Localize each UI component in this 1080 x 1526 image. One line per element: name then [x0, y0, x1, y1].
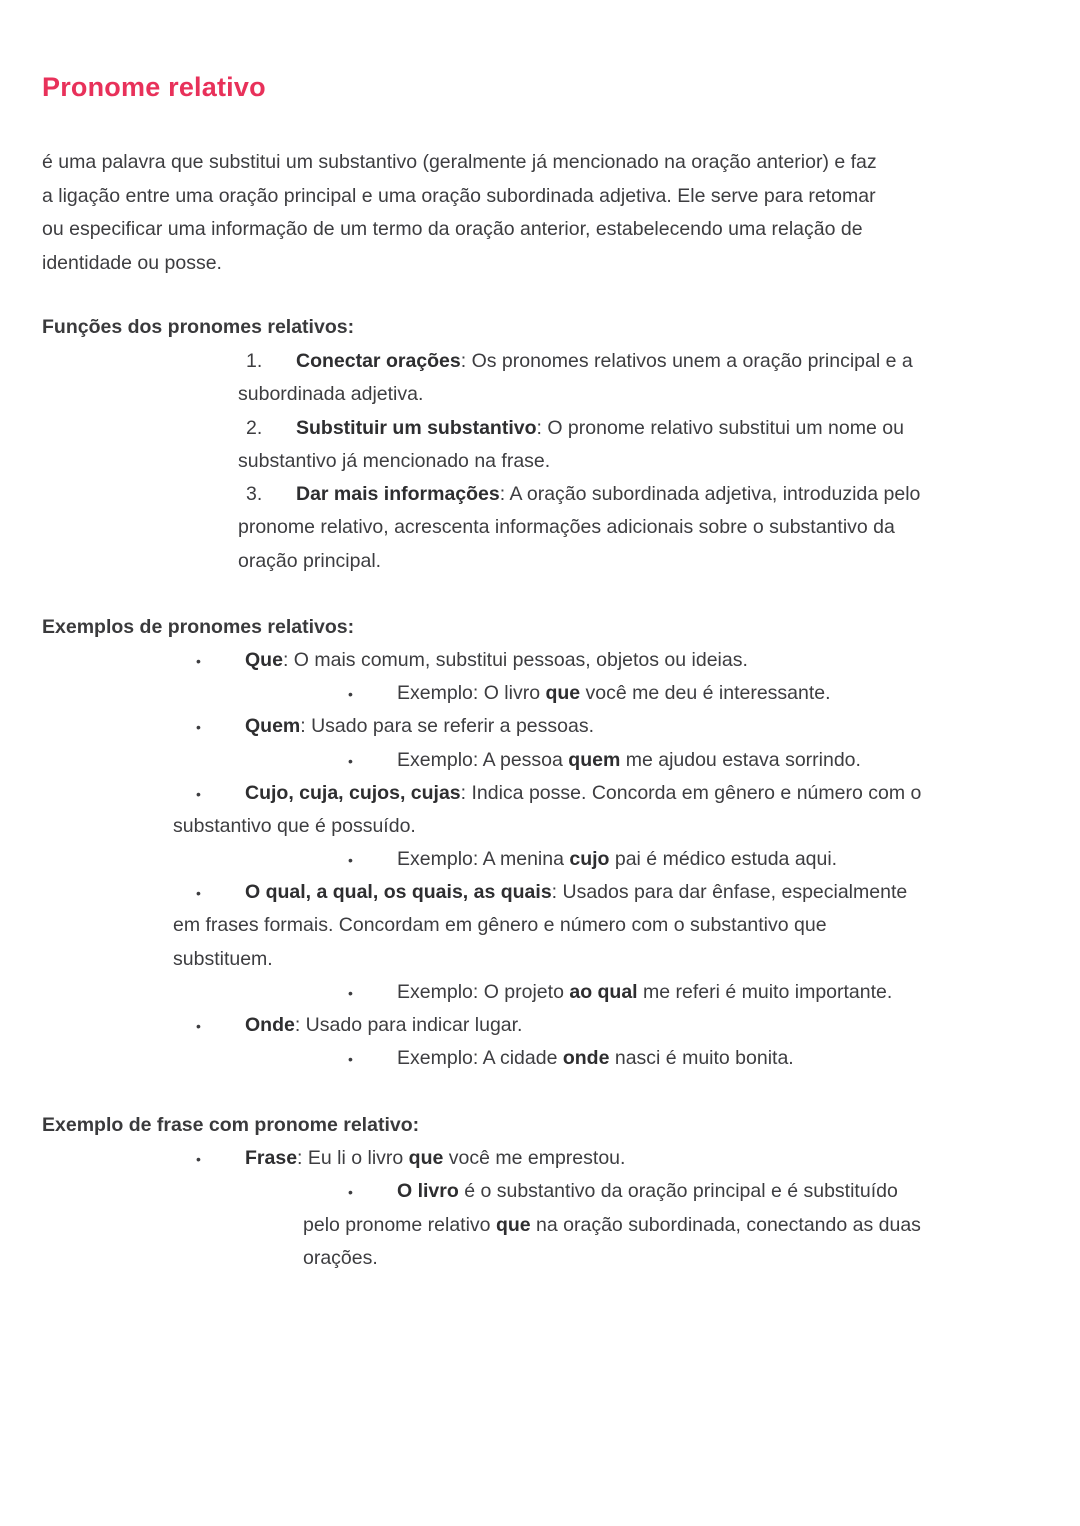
bullet-icon: •	[196, 653, 201, 669]
examples-heading: Exemplos de pronomes relativos:	[42, 616, 355, 638]
sentence-item	[245, 1142, 625, 1176]
function-item-cont: pronome relativo, acrescenta informações adicionais sobre o substantivo da	[238, 516, 895, 538]
example-text: me ajudou estava sorrindo.	[620, 749, 861, 771]
function-item	[296, 478, 920, 512]
bullet-icon: •	[196, 1018, 201, 1034]
pronoun-description: : Usado para se referir a pessoas.	[300, 715, 594, 737]
example-item	[245, 1009, 522, 1043]
example-sentence	[397, 744, 861, 778]
example-sentence	[397, 1042, 794, 1076]
sentence-heading: Exemplo de frase com pronome relativo:	[42, 1114, 420, 1136]
pronoun-term: Quem	[245, 715, 301, 737]
function-item	[296, 345, 913, 379]
example-sentence	[397, 843, 837, 877]
explanation-highlight: O livro	[397, 1180, 459, 1202]
example-text: Exemplo: O projeto	[397, 981, 570, 1003]
example-text: você me deu é interessante.	[580, 682, 831, 704]
bullet-icon: •	[348, 1184, 353, 1200]
intro-line: a ligação entre uma oração principal e uma oração subordinada adjetiva. Ele serve para retomar	[42, 184, 876, 207]
example-text: Exemplo: O livro	[397, 682, 546, 704]
bullet-icon: •	[196, 719, 201, 735]
page-title: Pronome relativo	[42, 72, 266, 102]
pronoun-description: : Indica posse. Concorda em gênero e número com o	[460, 782, 922, 804]
explanation-text: na oração subordinada, conectando as duas	[530, 1214, 921, 1236]
function-text: : Os pronomes relativos unem a oração principal e a	[460, 350, 913, 372]
bullet-icon: •	[196, 1151, 201, 1167]
example-highlight: onde	[562, 1047, 610, 1069]
bullet-icon: •	[196, 786, 201, 802]
pronoun-description: : Usados para dar ênfase, especialmente	[551, 881, 908, 903]
function-item-cont: subordinada adjetiva.	[238, 383, 424, 405]
function-term: Substituir um substantivo	[296, 417, 537, 439]
bullet-icon: •	[348, 686, 353, 702]
sentence-text: você me emprestou.	[443, 1147, 626, 1169]
example-highlight: ao qual	[569, 981, 638, 1003]
example-text: Exemplo: A pessoa	[397, 749, 569, 771]
pronoun-term: Cujo, cuja, cujos, cujas	[245, 782, 461, 804]
list-number: 2.	[246, 417, 263, 439]
pronoun-description: : Usado para indicar lugar.	[294, 1014, 523, 1036]
example-highlight: cujo	[569, 848, 610, 870]
function-text: : A oração subordinada adjetiva, introduzida pelo	[499, 483, 921, 505]
bullet-icon: •	[348, 1051, 353, 1067]
example-item	[245, 644, 748, 678]
functions-heading: Funções dos pronomes relativos:	[42, 316, 355, 338]
sentence-term: Frase	[245, 1147, 298, 1169]
intro-line: identidade ou posse.	[42, 251, 222, 274]
explanation-text: é o substantivo da oração principal e é substituído	[458, 1180, 898, 1202]
pronoun-description: : O mais comum, substitui pessoas, objetos ou ideias.	[282, 649, 748, 671]
example-item	[245, 777, 921, 811]
explanation-line	[303, 1209, 921, 1243]
example-text: Exemplo: A cidade	[397, 1047, 563, 1069]
explanation-line	[397, 1175, 898, 1209]
explanation-text: pelo pronome relativo	[303, 1214, 496, 1236]
example-sentence	[397, 976, 892, 1010]
example-item	[245, 876, 907, 910]
intro-line: é uma palavra que substitui um substantivo (geralmente já mencionado na oração anterior) e faz	[42, 151, 877, 173]
bullet-icon: •	[196, 885, 201, 901]
intro-paragraph	[42, 146, 1042, 280]
example-item-cont: substituem.	[173, 948, 273, 970]
example-sentence	[397, 677, 831, 711]
function-text: : O pronome relativo substitui um nome ou	[536, 417, 904, 439]
bullet-icon: •	[348, 852, 353, 868]
sentence-highlight: que	[408, 1147, 444, 1169]
example-item-cont: em frases formais. Concordam em gênero e número com o substantivo que	[173, 914, 827, 936]
function-item	[296, 412, 904, 446]
bullet-icon: •	[348, 753, 353, 769]
pronoun-term: Onde	[245, 1014, 295, 1036]
example-text: pai é médico estuda aqui.	[609, 848, 838, 870]
function-term: Conectar orações	[296, 350, 461, 372]
intro-line: ou especificar uma informação de um termo da oração anterior, estabelecendo uma relação de	[42, 218, 863, 240]
example-text: Exemplo: A menina	[397, 848, 570, 870]
example-text: nasci é muito bonita.	[609, 1047, 794, 1069]
bullet-icon: •	[348, 985, 353, 1001]
pronoun-term: O qual, a qual, os quais, as quais	[245, 881, 552, 903]
example-highlight: quem	[568, 749, 621, 771]
list-number: 3.	[246, 483, 263, 505]
list-number: 1.	[246, 350, 263, 372]
sentence-text: : Eu li o livro	[297, 1147, 409, 1169]
example-item-cont: substantivo que é possuído.	[173, 815, 416, 837]
explanation-highlight: que	[495, 1214, 531, 1236]
function-term: Dar mais informações	[296, 483, 500, 505]
example-text: me referi é muito importante.	[637, 981, 893, 1003]
pronoun-term: Que	[245, 649, 283, 671]
function-item-cont: oração principal.	[238, 550, 382, 572]
example-item	[245, 710, 594, 744]
example-highlight: que	[545, 682, 581, 704]
explanation-line: orações.	[303, 1247, 378, 1269]
function-item-cont: substantivo já mencionado na frase.	[238, 450, 551, 472]
